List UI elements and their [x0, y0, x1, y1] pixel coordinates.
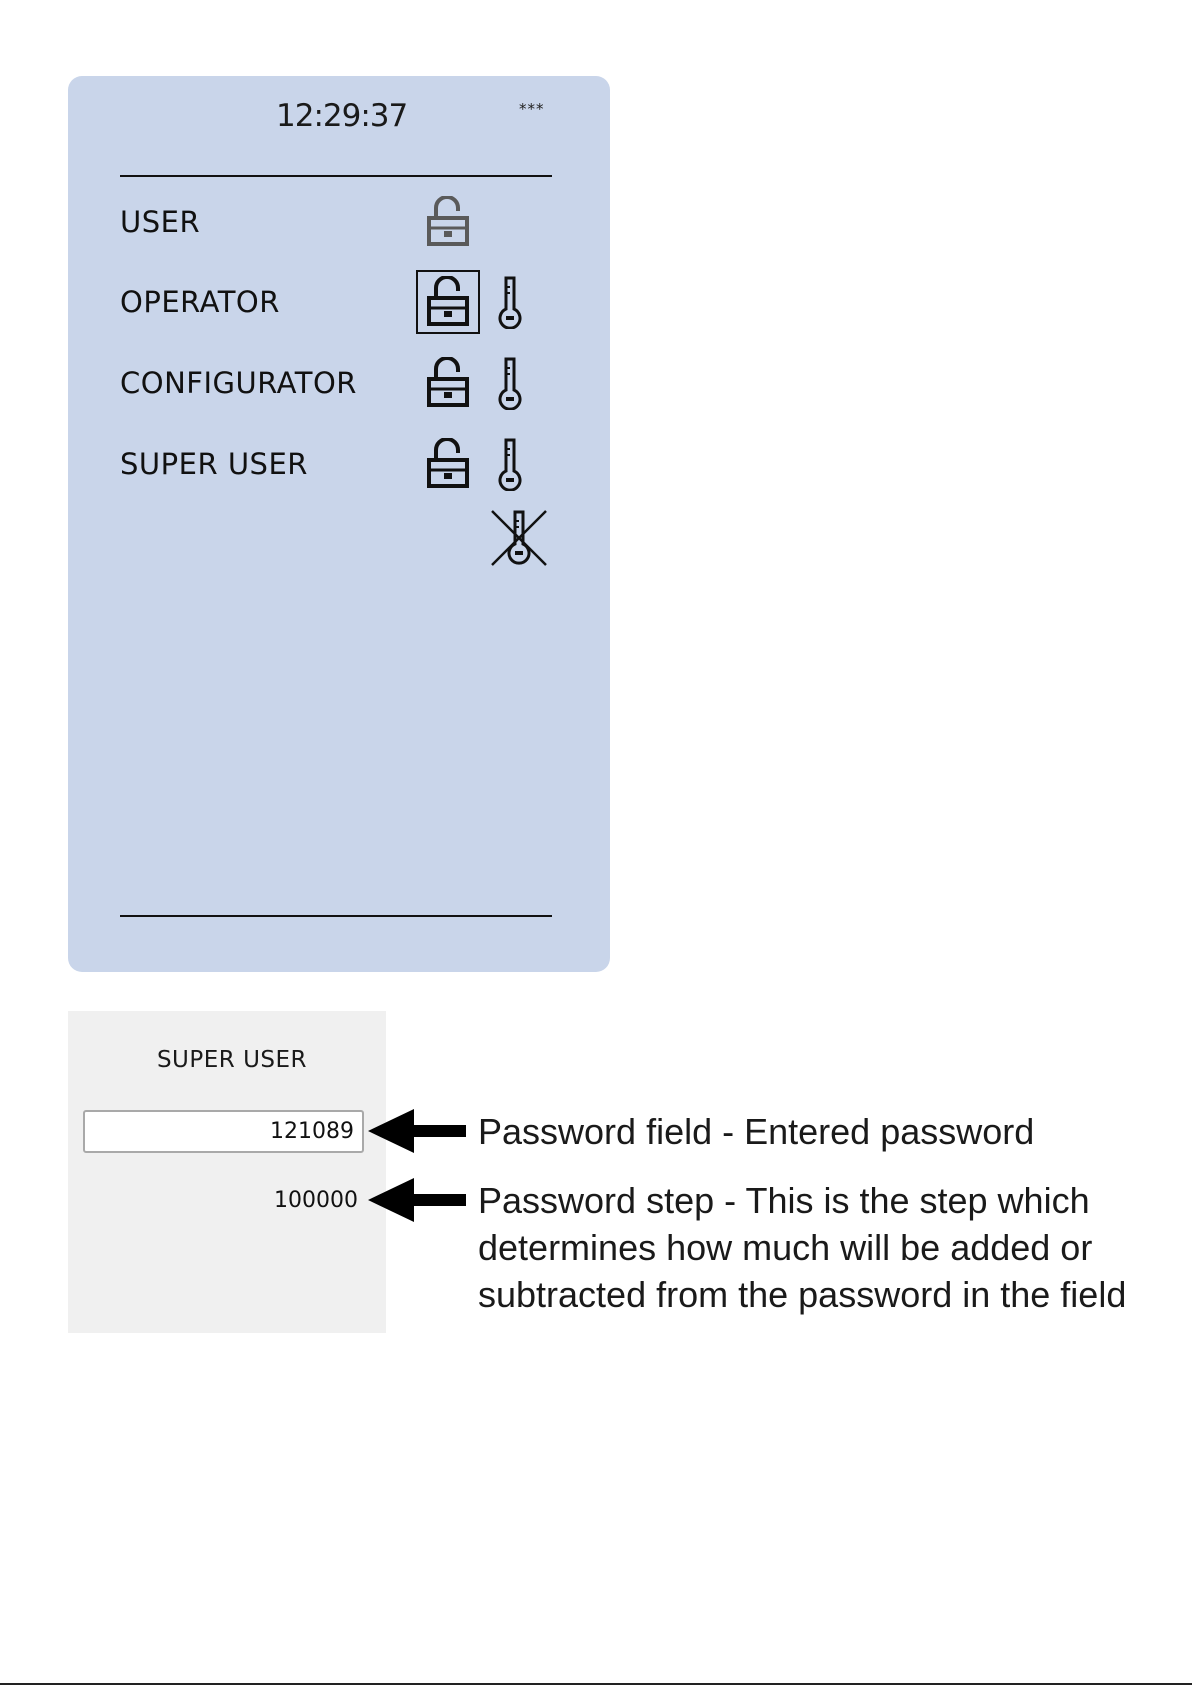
footer-divider: [120, 915, 552, 917]
user-lock-button[interactable]: [416, 190, 480, 254]
password-dialog: [68, 1011, 386, 1333]
operator-lock-button[interactable]: [416, 270, 480, 334]
level-label-operator: OPERATOR: [120, 285, 280, 319]
key-icon: [497, 437, 523, 491]
level-label-user: USER: [120, 205, 201, 239]
unlocked-padlock-icon: [425, 357, 471, 409]
crossed-key-icon: [489, 508, 549, 568]
key-icon: [497, 356, 523, 410]
key-icon: [497, 275, 523, 329]
level-row-configurator: [120, 348, 580, 418]
level-row-super-user: [120, 429, 580, 499]
unlocked-padlock-icon: [425, 276, 471, 328]
password-field-annotation: Password field - Entered password: [478, 1111, 1035, 1152]
status-indicator: ***: [519, 100, 545, 118]
super-user-lock-button[interactable]: [416, 432, 480, 496]
level-label-super-user: SUPER USER: [120, 447, 308, 481]
unlocked-padlock-icon: [425, 438, 471, 490]
dialog-title: SUPER USER: [156, 1047, 308, 1073]
configurator-key-button[interactable]: [490, 351, 530, 415]
logout-crossed-key-button[interactable]: [489, 508, 549, 568]
password-step-annotation: Password step - This is the step which determines how much will be added or subtracted from the password in the field: [478, 1180, 1127, 1315]
annotation-arrow-icon: [368, 1177, 468, 1223]
unlocked-padlock-icon: [425, 196, 471, 248]
level-row-operator: [120, 267, 580, 337]
operator-key-button[interactable]: [490, 270, 530, 334]
header-divider: [120, 175, 552, 177]
password-step-value: 100000: [274, 1188, 358, 1213]
annotation-arrow-icon: [368, 1108, 468, 1154]
super-user-key-button[interactable]: [490, 432, 530, 496]
password-field[interactable]: [83, 1110, 364, 1153]
level-row-user: [120, 187, 580, 257]
configurator-lock-button[interactable]: [416, 351, 480, 415]
level-label-configurator: CONFIGURATOR: [120, 366, 357, 400]
login-level-screen: [68, 76, 610, 972]
clock: 12:29:37: [276, 98, 408, 134]
